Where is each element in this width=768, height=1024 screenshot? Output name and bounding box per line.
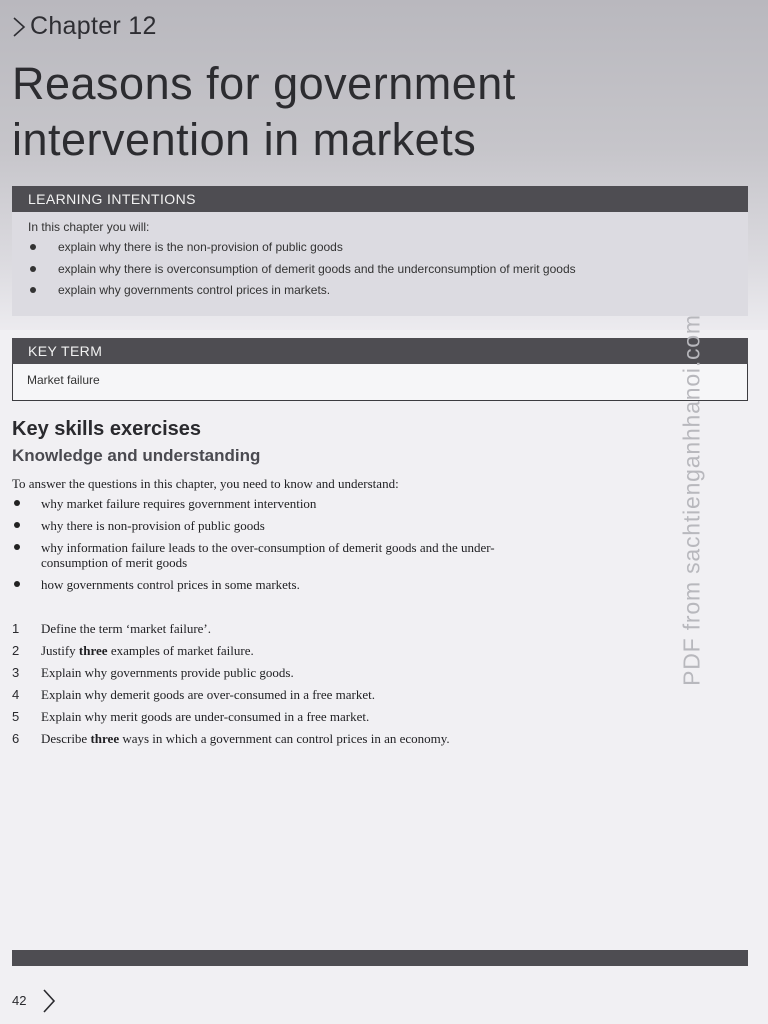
question-item: 4 Explain why demerit goods are over-consumed in a free market. <box>12 687 376 702</box>
key-term-box <box>12 364 748 401</box>
list-item: why market failure requires government intervention <box>12 496 572 511</box>
knowledge-list <box>12 496 572 599</box>
bullet-icon <box>14 544 20 550</box>
question-number: 4 <box>12 687 20 702</box>
question-number: 2 <box>12 643 20 658</box>
list-item: why information failure leads to the over-consumption of demerit goods and the under-consumption of merit goods <box>12 540 532 570</box>
list-item: how governments control prices in some markets. <box>12 577 572 592</box>
question-number: 1 <box>12 621 20 636</box>
question-number: 5 <box>12 709 20 724</box>
bullet-icon <box>30 244 36 250</box>
learning-intentions-heading: LEARNING INTENTIONS <box>12 186 748 212</box>
list-item: explain why there is overconsumption of demerit goods and the underconsumption of merit goods <box>28 262 748 284</box>
list-item: why there is non-provision of public goods <box>12 518 572 533</box>
learning-intentions-intro: In this chapter you will: <box>28 220 150 234</box>
question-item: 5 Explain why merit goods are under-consumed in a free market. <box>12 709 370 724</box>
key-term-heading: KEY TERM <box>12 338 748 364</box>
bullet-icon <box>30 266 36 272</box>
bullet-icon <box>14 500 20 506</box>
chapter-number: Chapter 12 <box>30 12 157 40</box>
chevron-right-icon <box>12 16 26 38</box>
bullet-icon <box>14 522 20 528</box>
question-item: 6 Describe three ways in which a government can control prices in an economy. <box>12 731 450 746</box>
list-item: explain why there is the non-provision of public goods <box>28 240 748 262</box>
exercises-title: Key skills exercises <box>12 418 202 440</box>
question-number: 3 <box>12 665 20 680</box>
question-item: 3 Explain why governments provide public goods. <box>12 665 294 680</box>
question-item: 1 Define the term ‘market failure’. <box>12 621 211 636</box>
bullet-icon <box>30 287 36 293</box>
chevron-right-icon <box>42 988 56 1014</box>
footer-bar <box>12 950 748 966</box>
bullet-icon <box>14 581 20 587</box>
chapter-label <box>12 12 157 41</box>
exercises-subtitle: Knowledge and understanding <box>12 446 261 465</box>
list-item: explain why governments control prices in markets. <box>28 283 748 305</box>
key-term-text: Market failure <box>27 373 100 387</box>
question-item: 2 Justify three examples of market failure. <box>12 643 254 658</box>
question-number: 6 <box>12 731 20 746</box>
learning-intentions-list <box>28 240 748 305</box>
learning-intentions-box <box>12 212 748 316</box>
question-list <box>12 621 612 753</box>
exercises-intro: To answer the questions in this chapter, you need to know and understand: <box>12 476 399 491</box>
page-number: 42 <box>12 993 27 1008</box>
watermark-text: PDF from sachtienganhhanoi.com <box>678 314 705 686</box>
chapter-title: Reasons for government intervention in markets <box>12 58 516 165</box>
